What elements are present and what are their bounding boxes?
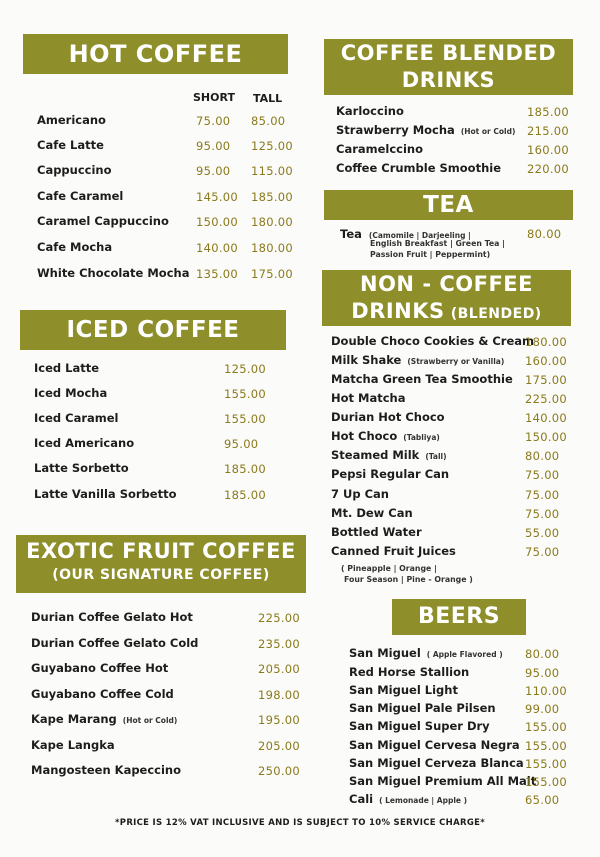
beer-row — [349, 646, 503, 660]
non-coffee-row — [331, 467, 449, 481]
iced-coffee-row — [34, 386, 107, 400]
hot-coffee-row — [37, 214, 169, 228]
iced-coffee-banner — [20, 310, 286, 350]
non-coffee-blended: (BLENDED) — [450, 306, 542, 322]
beer-row — [349, 774, 536, 788]
iced-coffee-row-price: 155.00 — [224, 387, 267, 401]
exotic-banner — [16, 535, 306, 593]
non-coffee-row-label: Steamed Milk — [331, 448, 420, 462]
hot-coffee-row-label: Americano — [37, 113, 106, 127]
blended-title-2: DRINKS — [401, 68, 496, 92]
exotic-row-label: Mangosteen Kapeccino — [31, 763, 182, 777]
blended-banner — [324, 39, 573, 95]
beer-row-price: 80.00 — [525, 647, 560, 661]
non-coffee-row-label: Hot Choco — [331, 429, 398, 443]
hot-coffee-row-label: Caramel Cappuccino — [37, 214, 169, 228]
blended-row — [336, 123, 515, 137]
iced-coffee-row-label: Latte Vanilla Sorbetto — [34, 487, 177, 501]
hot-coffee-row-price-short: 95.00 — [196, 164, 231, 178]
beer-row — [349, 756, 524, 770]
non-coffee-row — [331, 429, 440, 443]
blended-row-price: 160.00 — [527, 143, 570, 157]
beer-row-label: San Miguel Cervesa Negra — [349, 738, 520, 752]
exotic-row-label: Durian Coffee Gelato Hot — [31, 610, 193, 624]
exotic-row — [31, 712, 177, 726]
beer-row-label: San Miguel Light — [349, 683, 458, 697]
beer-row-note: ( Apple Flavored ) — [426, 650, 503, 659]
beer-row-price: 95.00 — [525, 666, 560, 680]
iced-coffee-row — [34, 436, 134, 450]
blended-row-label: Caramelccino — [336, 142, 424, 156]
exotic-row — [31, 610, 193, 624]
beer-row — [349, 738, 520, 752]
hot-coffee-row-price-tall: 185.00 — [251, 190, 294, 204]
hot-coffee-row — [37, 163, 112, 177]
hot-coffee-row-price-tall: 180.00 — [251, 215, 294, 229]
hot-coffee-row-price-short: 145.00 — [196, 190, 239, 204]
beer-row — [349, 792, 467, 806]
iced-coffee-row — [34, 461, 129, 475]
non-coffee-banner — [322, 270, 571, 326]
hot-coffee-banner — [23, 34, 288, 74]
iced-coffee-row-price: 95.00 — [224, 437, 259, 451]
iced-coffee-row — [34, 361, 99, 375]
non-coffee-title: NON - COFFEE — [360, 272, 533, 296]
exotic-row — [31, 738, 115, 752]
exotic-row — [31, 636, 198, 650]
blended-row — [336, 104, 404, 118]
iced-coffee-row-price: 155.00 — [224, 412, 267, 426]
non-coffee-row-price: 80.00 — [525, 449, 560, 463]
beer-row-price: 155.00 — [525, 757, 568, 771]
iced-coffee-row-label: Iced Americano — [34, 436, 135, 450]
blended-row-price: 215.00 — [527, 124, 570, 138]
hot-coffee-row — [37, 189, 123, 203]
hot-coffee-row-price-short: 150.00 — [196, 215, 239, 229]
hot-coffee-row — [37, 240, 112, 254]
tea-title: TEA — [423, 192, 474, 218]
hot-coffee-row-price-tall: 125.00 — [251, 139, 294, 153]
beer-row-price: 155.00 — [525, 775, 568, 789]
tea-name: Tea — [340, 227, 362, 241]
exotic-row-label: Durian Coffee Gelato Cold — [31, 636, 199, 650]
non-coffee-row-price: 160.00 — [525, 354, 568, 368]
blended-row — [336, 161, 501, 175]
non-coffee-row-label: Durian Hot Choco — [331, 410, 445, 424]
hot-coffee-col-tall: TALL — [253, 92, 283, 105]
beer-row-label: San Miguel Super Dry — [349, 719, 490, 733]
juice-sub-2: Four Season | Pine - Orange ) — [344, 575, 473, 584]
non-coffee-row-label: Double Choco Cookies & Cream — [331, 334, 535, 348]
non-coffee-row — [331, 448, 447, 462]
exotic-row-note: (Hot or Cold) — [122, 716, 178, 725]
hot-coffee-row — [37, 113, 106, 127]
non-coffee-row-label: Bottled Water — [331, 525, 422, 539]
hot-coffee-title: HOT COFFEE — [68, 40, 243, 68]
tea-price: 80.00 — [527, 227, 562, 241]
hot-coffee-row-price-short: 135.00 — [196, 267, 239, 281]
tea-banner — [324, 190, 573, 220]
non-coffee-row-label: 7 Up Can — [331, 487, 389, 501]
exotic-title: EXOTIC FRUIT COFFEE — [26, 539, 296, 563]
beer-row-price: 155.00 — [525, 720, 568, 734]
beer-row-label: San Miguel Pale Pilsen — [349, 701, 496, 715]
footer-note: *PRICE IS 12% VAT INCLUSIVE AND IS SUBJECT TO 10% SERVICE CHARGE* — [115, 818, 485, 828]
iced-coffee-row-label: Latte Sorbetto — [34, 461, 129, 475]
non-coffee-row-label: Matcha Green Tea Smoothie — [331, 372, 513, 386]
non-coffee-row-note: (Tall) — [425, 452, 447, 461]
non-coffee-row-price: 55.00 — [525, 526, 560, 540]
non-coffee-row-note: (Tabliya) — [403, 433, 440, 442]
non-coffee-row-label: Pepsi Regular Can — [331, 467, 450, 481]
tea-sub-2: English Breakfast | Green Tea | — [370, 239, 506, 248]
non-coffee-row — [331, 506, 413, 520]
blended-row-price: 220.00 — [527, 162, 570, 176]
iced-coffee-row-label: Iced Mocha — [34, 386, 108, 400]
blended-title: COFFEE BLENDED — [340, 41, 557, 65]
exotic-row-label: Kape Marang — [31, 712, 117, 726]
beer-row-price: 110.00 — [525, 684, 568, 698]
non-coffee-row-price: 75.00 — [525, 507, 560, 521]
non-coffee-row-label: Canned Fruit Juices — [331, 544, 456, 558]
non-coffee-row-price: 75.00 — [525, 468, 560, 482]
exotic-row-label: Guyabano Coffee Hot — [31, 661, 169, 675]
hot-coffee-row-price-tall: 85.00 — [251, 114, 286, 128]
non-coffee-row-price: 180.00 — [525, 335, 568, 349]
beer-row — [349, 719, 490, 733]
exotic-row-price: 250.00 — [258, 764, 301, 778]
non-coffee-row-price: 75.00 — [525, 488, 560, 502]
blended-row-label: Strawberry Mocha — [336, 123, 455, 137]
non-coffee-drinks: DRINKS — [351, 299, 445, 323]
exotic-row-price: 225.00 — [258, 611, 301, 625]
blended-row — [336, 142, 423, 156]
hot-coffee-row — [37, 266, 189, 280]
hot-coffee-row-price-tall: 115.00 — [251, 164, 294, 178]
non-coffee-row-label: Mt. Dew Can — [331, 506, 413, 520]
exotic-row-price: 195.00 — [258, 713, 301, 727]
iced-coffee-row — [34, 487, 176, 501]
exotic-row-price: 205.00 — [258, 662, 301, 676]
beer-row — [349, 701, 496, 715]
iced-coffee-row-price: 125.00 — [224, 362, 267, 376]
beers-title: BEERS — [417, 604, 501, 629]
beer-row-label: Cali — [349, 792, 374, 806]
iced-coffee-row-price: 185.00 — [224, 462, 267, 476]
blended-row-note: (Hot or Cold) — [460, 127, 516, 136]
non-coffee-row-label: Milk Shake — [331, 353, 402, 367]
exotic-subtitle: (OUR SIGNATURE COFFEE) — [52, 567, 270, 583]
non-coffee-row — [331, 487, 389, 501]
hot-coffee-row-price-short: 140.00 — [196, 241, 239, 255]
hot-coffee-row — [37, 138, 104, 152]
non-coffee-row — [331, 410, 445, 424]
beer-row-label: San Miguel Cerveza Blanca — [349, 756, 524, 770]
blended-row-label: Coffee Crumble Smoothie — [336, 161, 502, 175]
juice-sub-1: ( Pineapple | Orange | — [341, 564, 437, 573]
hot-coffee-row-label: Cafe Caramel — [37, 189, 124, 203]
non-coffee-row — [331, 353, 504, 367]
beer-row — [349, 683, 458, 697]
hot-coffee-row-price-tall: 175.00 — [251, 267, 294, 281]
non-coffee-row — [331, 334, 534, 348]
hot-coffee-row-price-tall: 180.00 — [251, 241, 294, 255]
non-coffee-row — [331, 525, 422, 539]
beer-row-label: San Miguel Premium All Malt — [349, 774, 537, 788]
beers-banner — [392, 599, 526, 635]
hot-coffee-row-label: Cappuccino — [37, 163, 112, 177]
non-coffee-title-2 — [322, 298, 571, 327]
beer-row-price: 99.00 — [525, 702, 560, 716]
blended-row-label: Karloccino — [336, 104, 404, 118]
beer-row — [349, 665, 469, 679]
non-coffee-row — [331, 391, 406, 405]
exotic-row-price: 235.00 — [258, 637, 301, 651]
non-coffee-row — [331, 372, 513, 386]
beer-row-label: San Miguel — [349, 646, 421, 660]
non-coffee-row-price: 140.00 — [525, 411, 568, 425]
beer-row-note: ( Lemonade | Apple ) — [379, 796, 468, 805]
exotic-row — [31, 687, 174, 701]
exotic-row-price: 198.00 — [258, 688, 301, 702]
beer-row-price: 65.00 — [525, 793, 560, 807]
hot-coffee-row-label: Cafe Latte — [37, 138, 104, 152]
iced-coffee-title: ICED COFFEE — [66, 317, 240, 343]
exotic-row-price: 205.00 — [258, 739, 301, 753]
exotic-row — [31, 763, 181, 777]
hot-coffee-row-label: White Chocolate Mocha — [37, 266, 190, 280]
iced-coffee-row-label: Iced Latte — [34, 361, 100, 375]
non-coffee-row-label: Hot Matcha — [331, 391, 406, 405]
non-coffee-row-price: 75.00 — [525, 545, 560, 559]
blended-row-price: 185.00 — [527, 105, 570, 119]
non-coffee-row — [331, 544, 456, 558]
exotic-row-label: Kape Langka — [31, 738, 115, 752]
non-coffee-row-price: 225.00 — [525, 392, 568, 406]
beer-row-label: Red Horse Stallion — [349, 665, 470, 679]
non-coffee-row-note: (Strawberry or Vanilla) — [407, 357, 505, 366]
iced-coffee-row-price: 185.00 — [224, 488, 267, 502]
tea-sub-1: (Camomile | Darjeeling | — [368, 231, 471, 240]
iced-coffee-row-label: Iced Caramel — [34, 411, 119, 425]
non-coffee-row-price: 150.00 — [525, 430, 568, 444]
hot-coffee-row-price-short: 75.00 — [196, 114, 231, 128]
exotic-row — [31, 661, 168, 675]
beer-row-price: 155.00 — [525, 739, 568, 753]
iced-coffee-row — [34, 411, 119, 425]
hot-coffee-row-label: Cafe Mocha — [37, 240, 113, 254]
exotic-row-label: Guyabano Coffee Cold — [31, 687, 174, 701]
hot-coffee-row-price-short: 95.00 — [196, 139, 231, 153]
hot-coffee-col-short: SHORT — [193, 91, 235, 104]
tea-sub-3: Passion Fruit | Peppermint) — [370, 250, 491, 259]
non-coffee-row-price: 175.00 — [525, 373, 568, 387]
